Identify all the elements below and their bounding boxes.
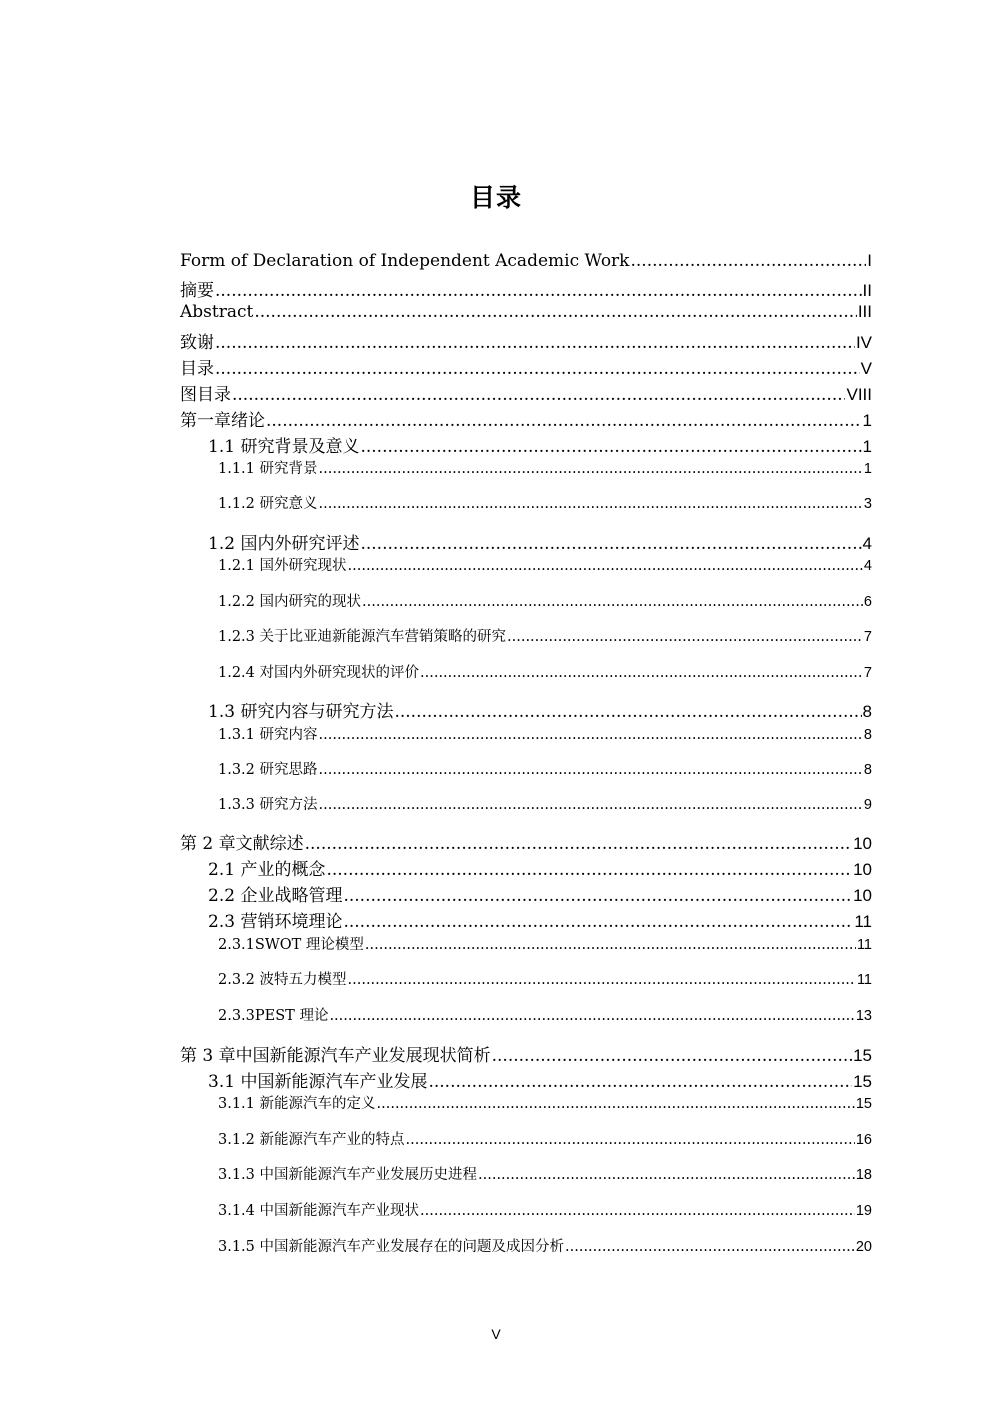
toc-entry-page: 15 [853,1046,872,1065]
toc-entry-page: 1 [862,411,872,430]
toc-entry[interactable] [218,968,872,989]
toc-entry[interactable] [180,251,872,271]
toc-entry[interactable] [208,855,872,880]
toc-entry-page: 4 [862,534,872,553]
toc-entry-page: IV [855,333,872,352]
toc-entry-label: 1.1.2 研究意义 [218,496,318,512]
toc-entry[interactable] [180,328,872,353]
toc-entry-label: 3.1.2 新能源汽车产业的特点 [218,1132,405,1148]
toc-entry-page: 16 [855,1132,872,1148]
toc-entry-page: 3 [863,496,872,512]
toc-entry-page: 10 [853,886,872,905]
toc-entry-label: 2.3.1SWOT 理论模型 [218,937,364,953]
toc-entry-label: 1.3.3 研究方法 [218,797,318,813]
toc-entry[interactable] [218,590,872,611]
dot-leader [377,1096,855,1112]
toc-entry[interactable] [180,380,872,405]
dot-leader [360,437,861,457]
toc-entry[interactable] [218,933,872,954]
toc-entry[interactable] [180,829,872,854]
dot-leader [254,302,856,322]
dot-leader [360,534,861,554]
dot-leader [365,937,856,953]
dot-leader [507,629,863,645]
toc-entry-label: 3.1.1 新能源汽车的定义 [218,1096,376,1112]
toc-entry[interactable] [208,881,872,906]
toc-entry-page: 11 [856,972,872,988]
toc-entry-label: 第 2 章文献综述 [180,834,304,854]
toc-entry-label: 目录 [180,359,214,379]
toc-entry-label: 1.3.2 研究思路 [218,762,318,778]
dot-leader [232,385,845,405]
toc-entry[interactable] [180,276,872,301]
page-number: V [491,1326,501,1342]
toc-entry-label: 1.2.1 国外研究现状 [218,558,347,574]
dot-leader [319,797,863,813]
toc-entry-page: 7 [863,629,872,645]
toc-entry[interactable] [208,907,872,932]
toc-entry-label: 2.2 企业战略管理 [208,886,343,906]
dot-leader [215,333,855,353]
dot-leader [319,461,863,477]
toc-entry-label: 2.3 营销环境理论 [208,912,343,932]
toc-entry[interactable] [218,492,872,513]
dot-leader [478,1167,855,1183]
toc-entry-label: 2.3.3PEST 理论 [218,1008,329,1024]
dot-leader [394,702,861,722]
toc-entry-page: 15 [853,1072,872,1091]
toc-entry-label: 3.1.3 中国新能源汽车产业发展历史进程 [218,1167,478,1183]
toc-entry-page: 11 [854,912,872,931]
toc-entry[interactable] [180,302,872,322]
toc-entry-label: 1.1.1 研究背景 [218,461,318,477]
dot-leader [319,762,863,778]
toc-entry-label: 1.2 国内外研究评述 [208,534,360,554]
toc-entry[interactable] [180,354,872,379]
toc-entry[interactable] [218,457,872,478]
toc-entry-page: 11 [856,937,872,953]
dot-leader [266,411,862,431]
dot-leader [343,912,853,932]
toc-entry-page: 10 [853,834,872,853]
toc-entry-label: 1.2.4 对国内外研究现状的评价 [218,665,420,681]
toc-entry-page: 6 [863,594,872,610]
toc-entry[interactable] [180,1041,872,1066]
toc-entry[interactable] [218,793,872,814]
toc-entry[interactable] [218,723,872,744]
toc-entry-page: 7 [863,665,872,681]
dot-leader [492,1046,852,1066]
toc-entry-page: 1 [863,461,872,477]
toc-entry-label: 3.1.5 中国新能源汽车产业发展存在的问题及成因分析 [218,1239,565,1255]
toc-entry[interactable] [218,1163,872,1184]
toc-entry-page: II [862,281,872,300]
toc-entry[interactable] [218,661,872,682]
toc-entry-label: 摘要 [180,281,214,301]
toc-entry-page: 9 [863,797,872,813]
toc-entry[interactable] [218,625,872,646]
toc-entry[interactable] [218,758,872,779]
toc-entry-label: Abstract [180,302,254,322]
dot-leader [329,1008,854,1024]
toc-entry[interactable] [208,697,872,722]
dot-leader [362,594,863,610]
toc-entry-label: 第一章绪论 [180,411,265,431]
toc-entry-page: 19 [855,1203,872,1219]
dot-leader [215,359,860,379]
toc-entry[interactable] [218,1004,872,1025]
dot-leader [319,496,863,512]
toc-entry-page: 8 [863,762,872,778]
dot-leader [348,558,863,574]
dot-leader [215,281,862,301]
toc-entry-page: 15 [855,1096,872,1112]
toc-entry[interactable] [208,432,872,457]
toc-entry-page: 1 [862,437,872,456]
toc-entry-page: I [867,251,872,270]
dot-leader [565,1239,855,1255]
toc-entry-label: 1.1 研究背景及意义 [208,437,360,457]
toc-entry[interactable] [218,1092,872,1113]
toc-entry-page: V [860,359,872,378]
dot-leader [305,834,852,854]
dot-leader [630,251,866,271]
toc-entry-page: VIII [846,385,872,404]
toc-entry-page: 8 [863,727,872,743]
toc-entry-label: 2.3.2 波特五力模型 [218,972,347,988]
toc-entry-label: 1.2.3 关于比亚迪新能源汽车营销策略的研究 [218,629,507,645]
toc-entry-label: 致谢 [180,333,214,353]
toc-entry-page: 10 [853,860,872,879]
toc-entry-page: 13 [855,1008,872,1024]
toc-entry[interactable] [180,406,872,431]
toc-entry-label: 第 3 章中国新能源汽车产业发展现状简析 [180,1046,491,1066]
toc-entry-label: 1.3 研究内容与研究方法 [208,702,394,722]
toc-entry-page: 18 [855,1167,872,1183]
toc-entry-label: 1.3.1 研究内容 [218,727,318,743]
toc-entry[interactable] [208,529,872,554]
dot-leader [406,1132,855,1148]
toc-entry-label: 3.1.4 中国新能源汽车产业现状 [218,1203,420,1219]
dot-leader [326,860,852,880]
dot-leader [348,972,856,988]
page-title: 目录 [469,183,522,212]
toc-entry[interactable] [218,1199,872,1220]
dot-leader [420,1203,855,1219]
toc-entry[interactable] [208,1067,872,1092]
toc-entry[interactable] [218,554,872,575]
toc-entry-label: 3.1 中国新能源汽车产业发展 [208,1072,428,1092]
toc-entry-label: 2.1 产业的概念 [208,860,326,880]
toc-entry-page: 4 [863,558,872,574]
toc-entry[interactable] [218,1235,872,1256]
dot-leader [420,665,863,681]
dot-leader [319,727,863,743]
toc-entry-page: III [857,302,872,321]
toc-entry-label: Form of Declaration of Independent Academic Work [180,251,630,271]
dot-leader [343,886,852,906]
toc-entry[interactable] [218,1128,872,1149]
toc-entry-label: 1.2.2 国内研究的现状 [218,594,362,610]
dot-leader [428,1072,852,1092]
toc-entry-page: 8 [862,702,872,721]
toc-entry-label: 图目录 [180,385,231,405]
toc-entry-page: 20 [855,1239,872,1255]
